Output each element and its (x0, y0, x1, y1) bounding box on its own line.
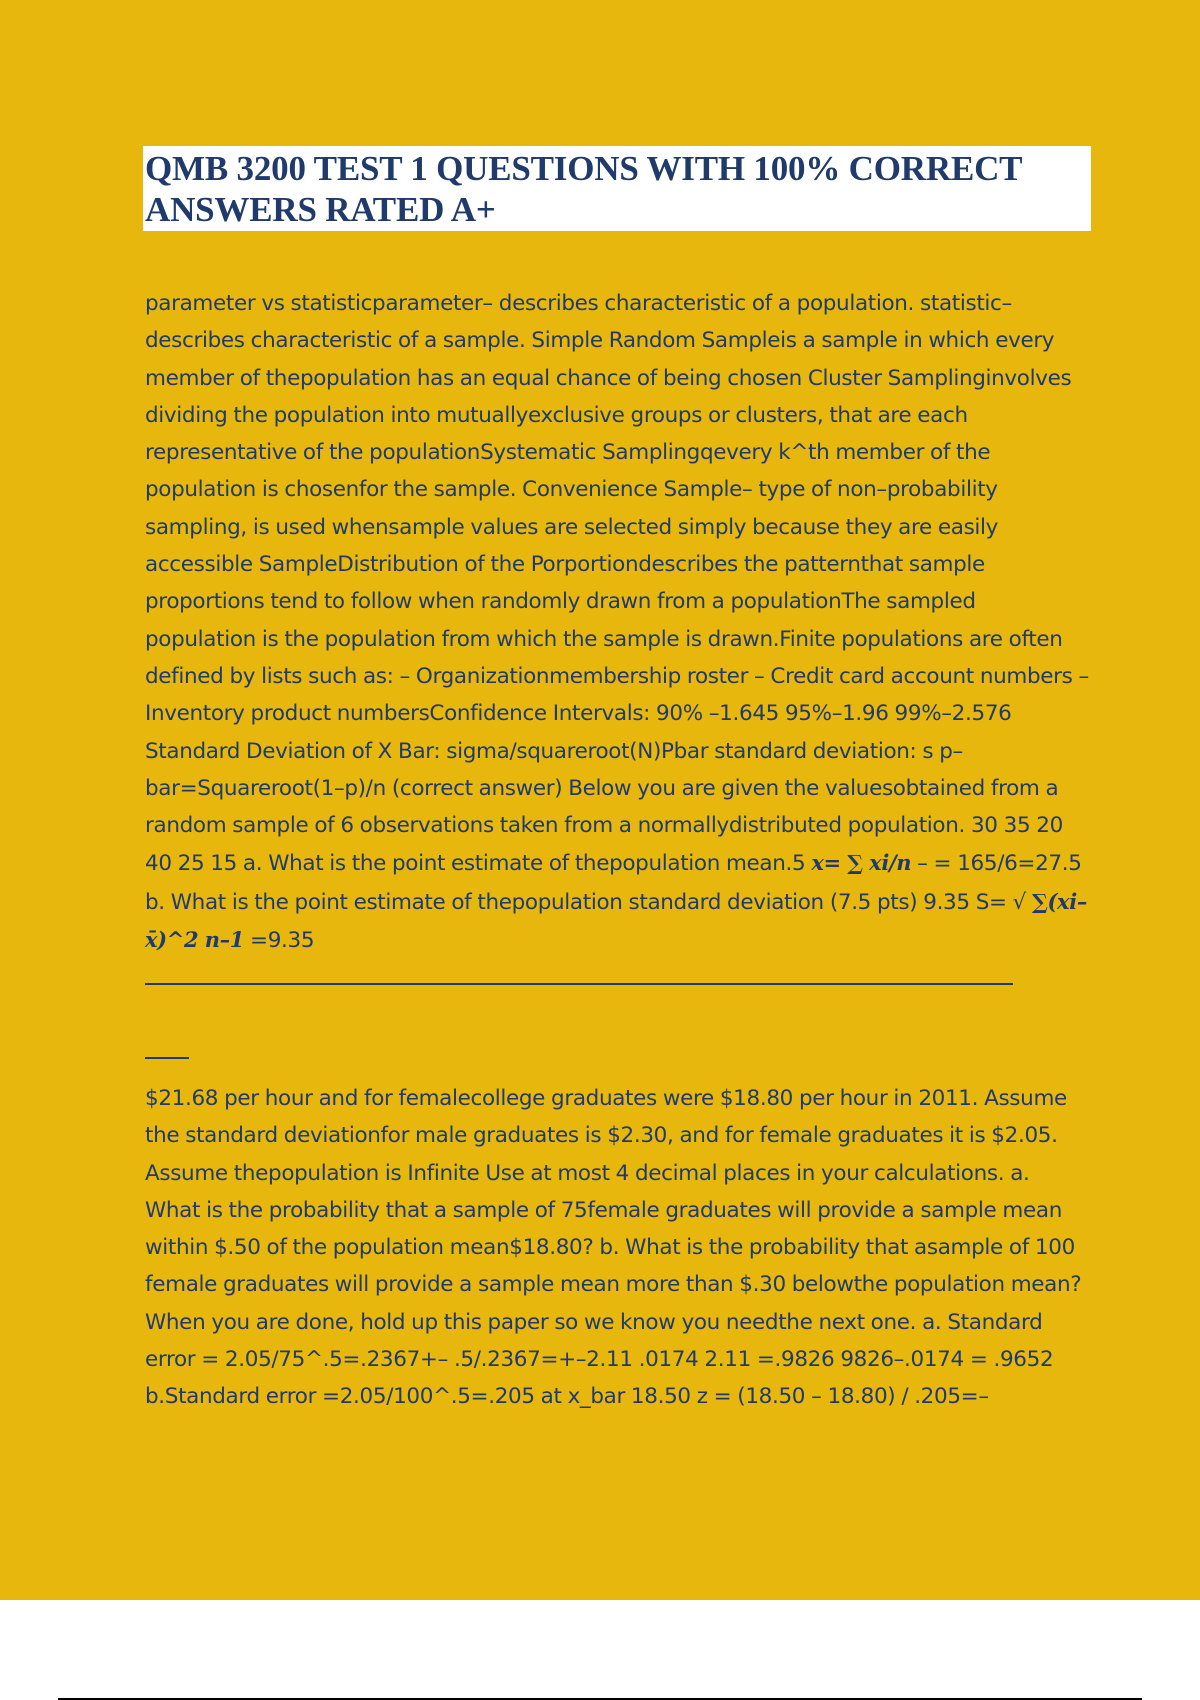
std-dev-formula: ∑(xi–x̄)^2 n–1 (145, 888, 1087, 953)
std-dev-result: =9.35 (250, 928, 315, 954)
answers-block-1 (145, 285, 1090, 998)
answers-block-2: $21.68 per hour and for femalecollege graduates were $18.80 per hour in 2011. Assume the standard deviationfor male graduates is $2.30, and for female graduates it is $2.05. Assume thepopulation is Infinite Use at most 4 decimal places in your calculations. a. What is the probability that a sample of 75female graduates will provide a sample mean within $.50 of the population mean$18.80? b. What is the probability that asample of 100 female graduates will provide a sample mean more than $.30 belowthe population mean? When you are done, hold up this paper so we know you needthe next one. a. Standard error = 2.05/75^.5=.2367+– .5/.2367=+–2.11 .0174 2.11 =.9826 9826–.0174 = .9652 b.Standard error =2.05/100^.5=.205 at x_bar 18.50 z = (18.50 – 18.80) / .205=– (145, 1086, 1082, 1410)
title-box (143, 146, 1091, 231)
answers-text-part-1: parameter vs statisticparameter– describes characteristic of a population. statistic–describes characteristic of a sample. Simple Random Sampleis a sample in which every member of thepopulation has an equal chance of being chosen Cluster Samplinginvolves dividing the population into mutuallyexclusive groups or clusters, that are each representative of the populationSystematic Samplingqevery k^th member of the population is chosenfor the sample. Convenience Sample– type of non–probability sampling, is used whensample values are selected simply because they are easily accessible SampleDistribution of the Porportiondescribes the patternthat sample proportions tend to follow when randomly drawn from a populationThe sampled population is the population from which the sample is drawn.Finite populations are often defined by lists such as: – Organizationmembership roster – Credit card account numbers – Inventory product numbersConfidence Intervals: 90% –1.645 95%–1.96 99%–2.576 Standard Deviation of X Bar: sigma/squareroot(N)Pbar standard deviation: s p–bar=Squareroot(1–p)/n (correct answer) Below you are given the valuesobtained from a random sample of 6 observations taken from a normallydistributed population. 30 35 20 40 25 15 a. What is the point estimate of thepopulation mean.5 (145, 291, 1089, 877)
answers-text-part-2: – = 165/6=27.5 b. What is the point estimate of thepopulation standard deviation (7.5 pts) 9.35 S= √ (145, 851, 1082, 915)
answer-underline (145, 959, 1013, 985)
mean-formula: x= ∑ xi/n (811, 850, 912, 876)
short-divider (145, 1057, 189, 1059)
document-title: QMB 3200 TEST 1 QUESTIONS WITH 100% CORRECT ANSWERS RATED A+ (145, 149, 1022, 229)
